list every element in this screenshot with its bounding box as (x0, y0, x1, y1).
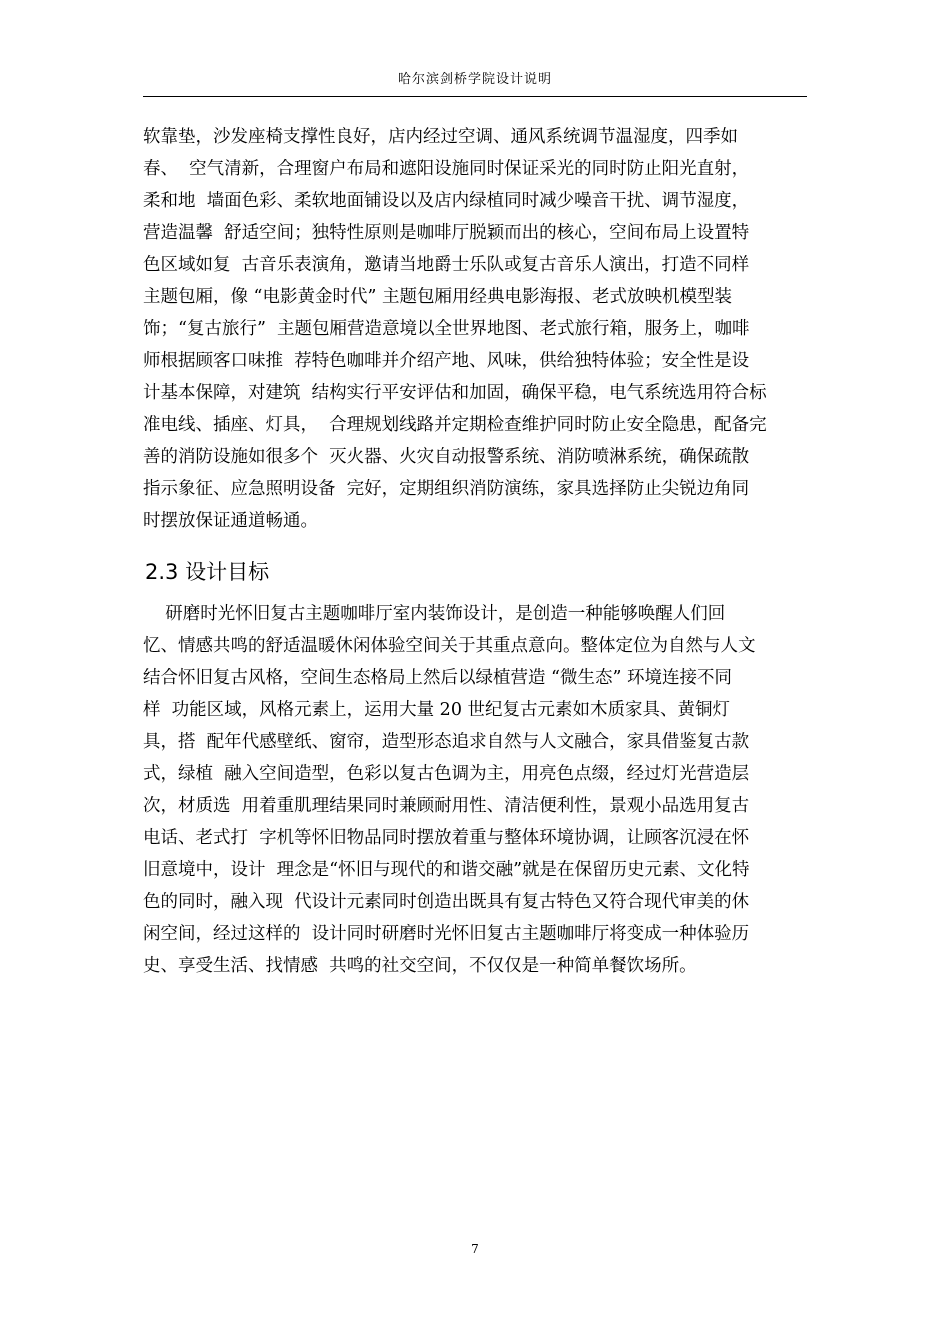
text-line: 具，搭 配年代感壁纸、窗帘，造型形态追求自然与人文融合，家具借鉴复古款 (143, 732, 750, 752)
text-line: 史、享受生活、找情感 共鸣的社交空间，不仅仅是一种简单餐饮场所。 (143, 956, 697, 976)
text-line: 式，绿植 融入空间造型，色彩以复古色调为主，用亮色点缀，经过灯光营造层 (143, 764, 750, 784)
text-line: 善的消防设施如很多个 灭火器、火灾自动报警系统、消防喷淋系统，确保疏散 (143, 447, 750, 467)
text-line: 色区域如复 古音乐表演角，邀请当地爵士乐队或复古音乐人演出，打造不同样 (143, 255, 750, 275)
paragraph-2 (143, 598, 813, 982)
text-line: 次，材质选 用着重肌理结果同时兼顾耐用性、清洁便利性，景观小品选用复古 (143, 796, 750, 816)
text-line: 时摆放保证通道畅通。 (143, 511, 318, 531)
text-line: 准电线、插座、灯具， 合理规划线路并定期检查维护同时防止安全隐患，配备完 (143, 415, 767, 435)
text-line: 闲空间，经过这样的 设计同时研磨时光怀旧复古主题咖啡厅将变成一种体验历 (143, 924, 750, 944)
text-line: 电话、老式打 字机等怀旧物品同时摆放着重与整体环境协调，让顾客沉浸在怀 (143, 828, 750, 848)
text-line: 忆、情感共鸣的舒适温暖休闲体验空间关于其重点意向。整体定位为自然与人文 (143, 636, 756, 656)
page-number: 7 (471, 1242, 479, 1256)
text-line: 春、 空气清新，合理窗户布局和遮阳设施同时保证采光的同时防止阳光直射， (143, 159, 750, 179)
text-line: 营造温馨 舒适空间；独特性原则是咖啡厅脱颖而出的核心，空间布局上设置特 (143, 223, 750, 243)
text-line: 结合怀旧复古风格，空间生态格局上然后以绿植营造 “微生态” 环境连接不同 (143, 668, 733, 688)
text-line: 指示象征、应急照明设备 完好，定期组织消防演练，家具选择防止尖锐边角同 (143, 479, 750, 499)
text-line: 研磨时光怀旧复古主题咖啡厅室内装饰设计，是创造一种能够唤醒人们回 (143, 604, 726, 624)
section-heading: 2.3 设计目标 (145, 560, 270, 584)
text-line: 样 功能区域，风格元素上，运用大量 20 世纪复古元素如木质家具、黄铜灯 (143, 700, 731, 720)
text-line: 主题包厢，像 “电影黄金时代” 主题包厢用经典电影海报、老式放映机模型装 (143, 287, 733, 307)
text-line: 柔和地 墙面色彩、柔软地面铺设以及店内绿植同时减少噪音干扰、调节湿度， (143, 191, 750, 211)
paragraph-1 (143, 121, 813, 537)
text-line: 软靠垫，沙发座椅支撑性良好，店内经过空调、通风系统调节温湿度，四季如 (143, 127, 738, 147)
text-line: 师根据顾客口味推 荐特色咖啡并介绍产地、风味，供给独特体验；安全性是设 (143, 351, 750, 371)
page-header: 哈尔滨剑桥学院设计说明 (397, 72, 552, 87)
text-line: 色的同时，融入现 代设计元素同时创造出既具有复古特色又符合现代审美的休 (143, 892, 750, 912)
header-rule (143, 96, 807, 97)
text-line: 饰；“复古旅行” 主题包厢营造意境以全世界地图、老式旅行箱，服务上，咖啡 (143, 319, 750, 339)
text-line: 计基本保障，对建筑 结构实行平安评估和加固，确保平稳，电气系统选用符合标 (143, 383, 767, 403)
text-line: 旧意境中，设计 理念是“怀旧与现代的和谐交融”就是在保留历史元素、文化特 (143, 860, 750, 880)
